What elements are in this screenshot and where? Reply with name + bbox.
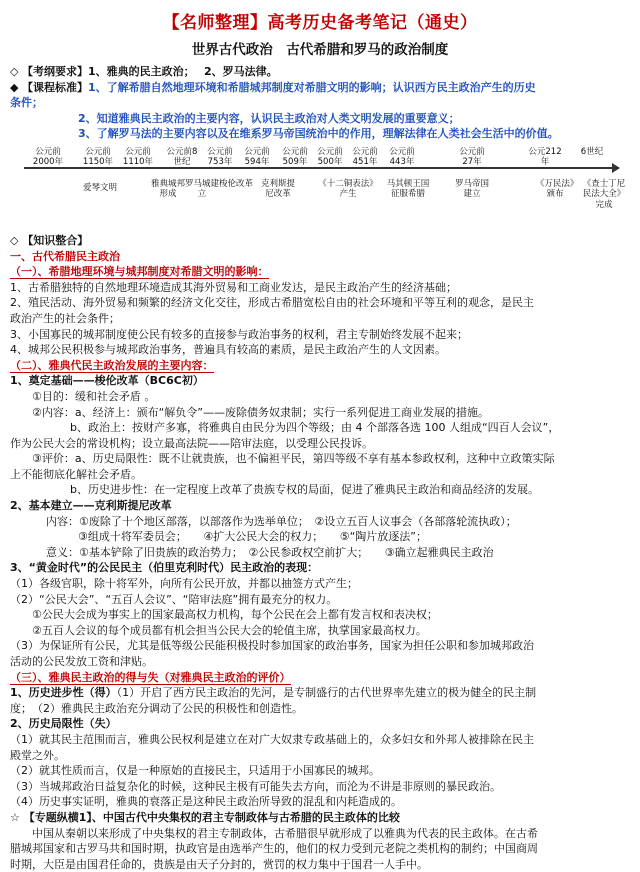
foundation-heading: 1、奠定基础——梭伦改革（BC6C初）	[10, 374, 204, 388]
topic-label: 【专题纵横1】、	[23, 810, 103, 824]
timeline-axis	[24, 167, 612, 169]
golden-age-point: ①公民大会成为事实上的国家最高权力机构，每个公民在会上都有发言权和表决权；	[32, 608, 438, 622]
establishment-point: 意义：①基本铲除了旧贵族的政治势力； ②公民参政权空前扩大； ③确立起雅典民主政治	[46, 545, 494, 559]
topic-title: 中国古代中央集权的君主专制政体与古希腊的民主政体的比较	[102, 810, 400, 824]
timeline-event: 《万民法》颁布	[535, 178, 575, 200]
timeline-date: 公元前500年	[317, 146, 343, 167]
foundation-point: ①目的：缓和社会矛盾 。	[32, 389, 156, 403]
topic-paragraph: 时期，大臣是由国君任命的，贵族是由天子分封的，赏罚的权力集中于国君一人手中。	[10, 857, 428, 871]
part-1-heading: 一、古代希腊民主政治	[10, 249, 120, 263]
golden-age-point: ②五百人会议的每个成员都有机会担当公民大会的轮值主席，执掌国家最高权力。	[32, 623, 427, 637]
timeline-date: 公元前8世纪	[166, 146, 198, 167]
knowledge-label: 【知识整合】	[22, 233, 89, 247]
limitation-heading: 2、历史局限性（失）	[10, 717, 117, 731]
page-subtitle: 世界古代政治 古代希腊和罗马的政治制度	[191, 42, 449, 58]
golden-age-point: （2）“公民大会”、“五百人会议”、“陪审法庭”拥有最充分的权力。	[10, 592, 338, 606]
standards-line-2: 条件；	[10, 96, 43, 110]
timeline-date: 公元前443年	[389, 146, 415, 167]
standards-line-4: 3、了解罗马法的主要内容以及在维系罗马帝国统治中的作用，理解法律在人类社会生活中的价值。	[78, 127, 559, 141]
timeline-event: 罗马帝国建立	[454, 178, 489, 200]
star-icon: ☆	[10, 810, 20, 824]
section-1-point: 2、殖民活动、海外贸易和频繁的经济文化交往，形成古希腊宽松自由的社会环境和平等互利的观念，是民主	[10, 296, 534, 310]
timeline-event: 梭伦改革	[218, 178, 253, 189]
timeline-date: 公元前451年	[352, 146, 378, 167]
topic-heading	[10, 810, 630, 826]
golden-age-heading: 3、“黄金时代”的公民民主（伯里克利时代）民主政治的表现：	[10, 561, 319, 575]
timeline-event: 克利斯提尼改革	[260, 178, 295, 200]
limitation-point: （3）当城邦政治日益复杂化的时候，这种民主极有可能失去方向，而沦为不讲是非原则的暴民政治。	[10, 779, 501, 793]
timeline-date: 公元前753年	[207, 146, 233, 167]
topic-paragraph: 中国从秦朝以来形成了中央集权的君主专制政体，古希腊很早就形成了以雅典为代表的民主政体。在古希	[32, 826, 538, 840]
timeline-date: 公元前1110年	[122, 146, 154, 167]
establishment-point: ③组成十将军委员会； ④扩大公民大会的权力； ⑤“陶片放逐法”；	[78, 530, 427, 544]
timeline-event: 爱琴文明	[82, 182, 117, 193]
timeline-date: 公元前27年	[459, 146, 485, 167]
timeline-date: 公元前509年	[282, 146, 308, 167]
knowledge-heading	[10, 233, 630, 249]
timeline-event: 《十二铜表法》产生	[318, 178, 378, 200]
limitation-point: 殿堂之外。	[10, 748, 65, 762]
foundation-point: ③评价：a、历史局限性：既不让就贵族，也不偏袒平民，第四等级不享有基本参政权利，这种中立政策实际	[32, 452, 555, 466]
requirements-label: 【考纲要求】	[21, 65, 88, 78]
section-1-point: 1、古希腊独特的自然地理环境造成其海外贸易和工商业发达，是民主政治产生的经济基础；	[10, 280, 457, 294]
section-3-heading: （三）、雅典民主政治的得与失（对雅典民主政治的评价）	[10, 670, 291, 684]
timeline-event: 雅典城邦形成	[150, 178, 185, 200]
timeline-date: 6世纪	[580, 146, 604, 157]
timeline-date: 公元前594年	[244, 146, 270, 167]
progress-point: 1、历史进步性（得）（1）开启了西方民主政治的先河，是专制盛行的古代世界率先建立的极为健全的民主制	[10, 686, 537, 700]
foundation-point: 作为公民大会的常设机构；设立最高法院——陪审法庭，以受理公民投诉。	[10, 436, 373, 450]
progress-point: 度； （2）雅典民主政治充分调动了公民的积极性和创造性。	[10, 701, 303, 715]
section-2-heading: （二）、雅典代民主政治发展的主要内容：	[10, 358, 214, 372]
standards-label: 【课程标准】	[21, 80, 88, 94]
diamond-filled-icon: ◆	[10, 80, 19, 94]
timeline-date: 公元前1150年	[82, 146, 114, 167]
timeline-event: 罗马城建立	[184, 178, 219, 200]
standards-line-1: 1、了解希腊自然地理环境和希腊城邦制度对希腊文明的影响；认识西方民主政治产生的历史	[87, 80, 536, 94]
foundation-point: 上不能彻底化解社会矛盾。	[10, 467, 142, 481]
page-title: 【名师整理】高考历史备考笔记（通史）	[162, 13, 478, 33]
timeline-event: 《查士丁尼民法大全》完成	[582, 178, 626, 210]
topic-paragraph: 腊城邦国家和古罗马共和国时期，执政官是由选举产生的，他们的权力受到元老院之类机构的制约；中国商周	[10, 842, 538, 856]
limitation-point: （1）就其民主范围而言，雅典公民权利是建立在对广大奴隶专政基础上的，众多妇女和外邦人被排除在民主	[10, 732, 534, 746]
progress-heading: 1、历史进步性（得）	[10, 686, 117, 700]
curriculum-standards	[10, 80, 630, 96]
section-1-heading: （一）、希腊地理环境与城邦制度对希腊文明的影响：	[10, 265, 269, 279]
diamond-icon: ◇	[10, 233, 19, 247]
foundation-point: ②内容：a、经济上：颁布“解负令”——废除债务奴隶制；实行一系列促进工商业发展的措施。	[32, 405, 489, 419]
limitation-point: （4）历史事实证明，雅典的衰落正是这种民主政治所导致的混乱和内耗造成的。	[10, 795, 402, 809]
golden-age-point: （1）各级官职，除十将军外，向所有公民开放，并都以抽签方式产生；	[10, 577, 358, 591]
foundation-point: b、历史进步性：在一定程度上改革了贵族专权的局面，促进了雅典民主政治和商品经济的发展。	[70, 483, 539, 497]
standards-line-3: 2、知道雅典民主政治的主要内容，认识民主政治对人类文明发展的重要意义；	[78, 111, 460, 125]
golden-age-point: 活动的公民发放工资和津贴。	[10, 655, 153, 668]
section-1-point: 4、城邦公民积极参与城邦政治事务，普遍具有较高的素质，是民主政治产生的人文因素。	[10, 343, 446, 357]
section-1-point: 政治产生的社会条件；	[10, 311, 120, 325]
requirements-text: 1、雅典的民主政治； 2、罗马法律。	[87, 65, 278, 78]
exam-requirements	[10, 64, 630, 80]
section-1-point: 3、小国寡民的城邦制度使公民有较多的直接参与政治事务的权利，君主专制始终发展不起来；	[10, 327, 468, 341]
timeline-event: 马其顿王国征服希腊	[386, 178, 430, 200]
diamond-icon: ◇	[10, 65, 19, 78]
foundation-point: b、政治上：按财产多寡，将雅典自由民分为四个等级；由 4 个部落各选 100 人组成“四百人会议”，	[70, 421, 560, 435]
golden-age-point: （3）为保证所有公民，尤其是低等级公民能积极投时参加国家的政治事务，国家为担任公职和参加城邦政治	[10, 639, 534, 653]
establishment-heading: 2、基本建立——克利斯提尼改革	[10, 499, 172, 513]
establishment-point: 内容：①废除了十个地区部落，以部落作为选举单位； ②设立五百人议事会（各部落轮流执政）；	[46, 514, 517, 528]
history-timeline	[10, 145, 630, 231]
timeline-date: 公元212年	[528, 146, 562, 167]
limitation-point: （2）就其性质而言，仅是一种原始的直接民主，只适用于小国寡民的城邦。	[10, 764, 380, 778]
timeline-date: 公元前2000年	[32, 146, 64, 167]
